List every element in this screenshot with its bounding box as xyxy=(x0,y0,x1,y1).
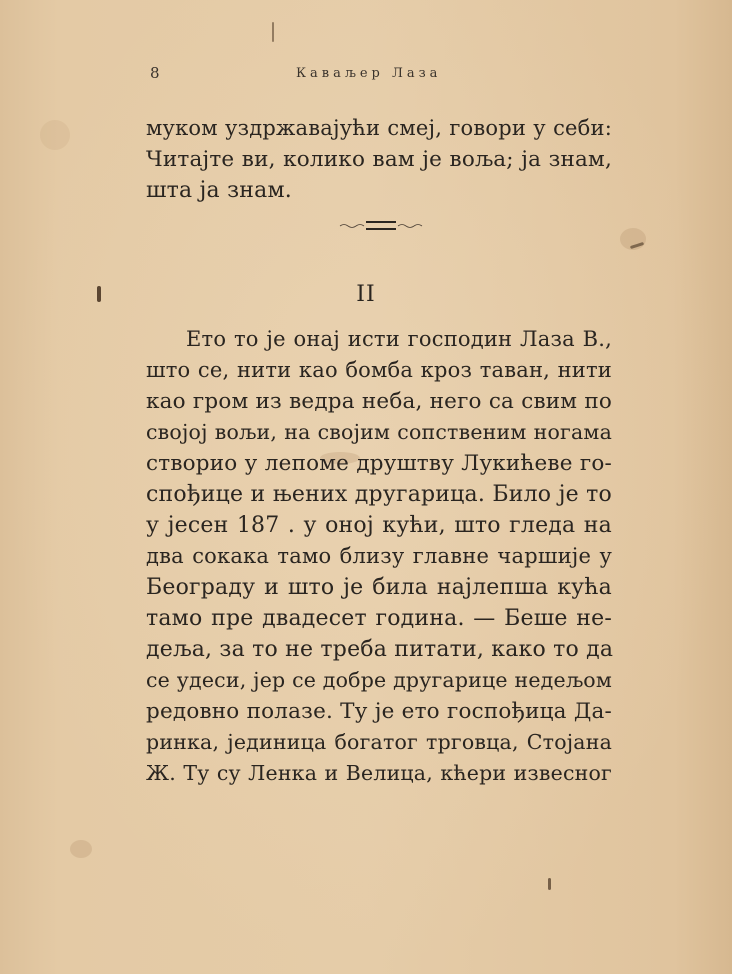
text-line: својој вољи, на својим сопственим ногама xyxy=(146,420,612,444)
text-line: спођице и њених другарица. Било је то xyxy=(146,482,612,507)
running-title: Каваљер Лаза xyxy=(296,66,442,81)
text-line: ринка, јединица богатог трговца, Стојана xyxy=(146,730,612,754)
ornamental-divider xyxy=(338,216,424,234)
section-paragraph xyxy=(146,324,612,789)
text-line: Београду и што је била најлепша кућа xyxy=(146,575,612,600)
intro-paragraph xyxy=(146,113,612,206)
text-line: редовно полазе. Ту је ето госпођица Да- xyxy=(146,699,612,724)
text-line: два сокака тамо близу главне чаршије у xyxy=(146,544,612,568)
text-line: Ето то је онај исти господин Лаза В., xyxy=(186,327,612,351)
page-number: 8 xyxy=(150,64,160,82)
section-heading: II xyxy=(356,282,376,307)
text-line: деља, за то не треба питати, како то да xyxy=(146,637,614,662)
text-line: Ж. Ту су Ленка и Велица, кћери извесног xyxy=(146,761,612,785)
text-line: тамо пре двадесет година. — Беше не- xyxy=(146,606,612,631)
text-line: што се, нити као бомба кроз таван, нити xyxy=(146,358,612,382)
edge-mark xyxy=(548,878,551,890)
text-line: муком уздржавајући смеј, говори у себи: xyxy=(146,116,612,140)
text-line: у јесен 187 . у оној кући, што гледа на xyxy=(146,513,612,538)
text-line: као гром из ведра неба, него са свим по xyxy=(146,389,612,414)
paper-stain xyxy=(40,120,70,150)
text-line: Читајте ви, колико вам је воља; ја знам, xyxy=(146,147,612,172)
page-header xyxy=(0,64,732,88)
paper-stain xyxy=(70,840,92,858)
text-line: шта ја знам. xyxy=(146,178,292,203)
text-line: се удеси, јер се добре другарице недељом xyxy=(146,668,612,692)
text-line: створио у лепоме друштву Лукићеве го- xyxy=(146,451,612,476)
edge-mark xyxy=(272,22,274,42)
